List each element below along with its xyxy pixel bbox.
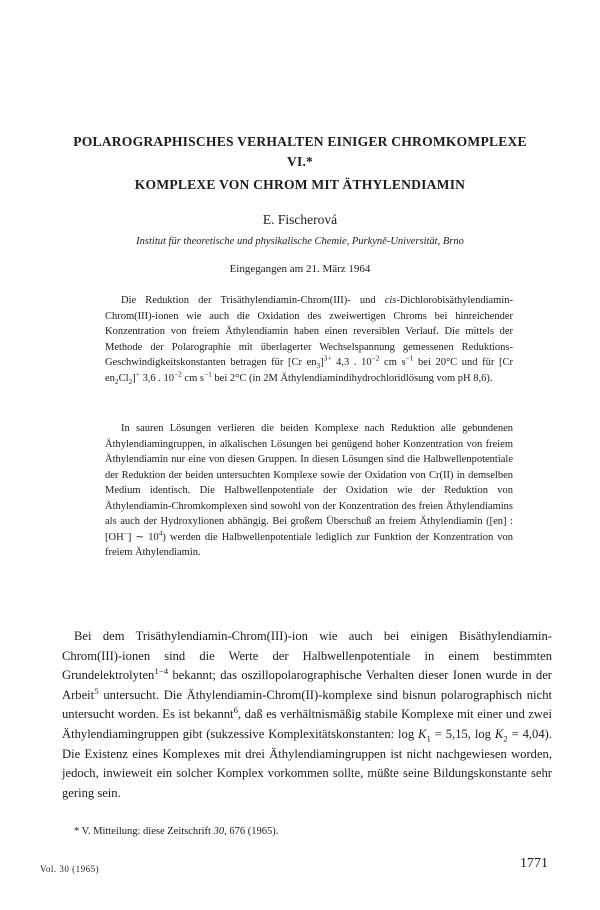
citation: 1−4 — [154, 666, 169, 676]
journal-volume: Vol. 30 (1965) — [40, 864, 100, 874]
abstract-paragraph-1: Die Reduktion der Trisäthylendiamin-Chrom(III)- und cis-Dichlorobisäthylendiamin-Chrom(III)-ionen wie auch die Oxidation des zweiwertigen Chroms bei hinreichender Konzentration von freiem Äthylendiamin haben einen reversiblen Verlauf. Die mittels der Methode der Polarographie mit überlagerter Wechselspannung gemessenen Reduktions-Geschwindigkeitskonstanten betragen für [Cr $en_3]^{3+}$ 4,3 . $10^{-2}$ cm $s^{-1}$ bei 20°C und für [Cr $en_2Cl_2]^+$ 3,6 . $10^{-2}$ cm $s^{-1}$ bei 2°C (in 2M Äthylendiamindihydrochloridlösung vom pH 8,6). — [105, 295, 514, 386]
affiliation: Institut für theoretische und physikalische Chemie, Purkyně-Universität, Brno — [136, 236, 464, 247]
received-date: Eingegangen am 21. März 1964 — [229, 263, 371, 275]
body-paragraph: Bei dem Trisäthylendiamin-Chrom(III)-ion wie auch bei einigen Bisäthylendiamin-Chrom(III)-ionen sind die Werte der Halbwellenpotentiale in einem bestimmten Grundelektrolyten$^{1-4}$ bekannt; das oszillopolarographische Verhalten dieser Ionen wurde in der Arbeit$^5$ untersucht. Die Äthylendiamin-Chrom(II)-komplexe sind bisnun polarographisch nicht untersucht worden. Es ist bekannt$^6$, daß es verhältnismäßig stabile Komplexe mit einer und zwei Äthylendiamingruppen gibt (sukzessive Komplexitätskonstanten: $\log K_1 = 5,15$, $\log K_2 = 4,04$). Die Existenz eines Komplexes mit drei Äthylendiamingruppen ist nicht nachgewiesen worden, jedoch, inwieweit ein solcher Komplex vorkommen sollte, müßte seine Bildungskonstante sehr gering sein. — [62, 629, 552, 800]
title-series-number: VI.* — [286, 154, 314, 169]
citation: 6 — [233, 705, 238, 716]
title-line-2: KOMPLEXE VON CHROM MIT ÄTHYLENDIAMIN — [134, 177, 466, 192]
citation: 5 — [94, 685, 99, 696]
author: E. Fischerová — [262, 212, 338, 227]
page-number: 1771 — [520, 856, 548, 871]
abstract-paragraph-2: In sauren Lösungen verlieren die beiden Komplexe nach Reduktion alle gebundenen Äthylendiamingruppen, in alkalischen Lösungen bei genügend hoher Konzentration von freiem Äthylendiamin nur eine von diesen Gruppen. In diesen Lösungen sind die Halbwellenpotentiale der Reduktion der beiden untersuchten Komplexe sowie der Oxidation von Cr(II) in demselben Medium identisch. Die Halbwellenpotentiale der Oxidation wie der Reduktion von Äthylendiamin-Chromkomplexen sind sowohl von der Konzentration des freien Äthylendiamins als auch der Hydroxylionen abhängig. Bei großem Überschuß an freiem Äthylendiamin ([en] : [OH−] ∼ $10^4$) werden die Halbwellenpotentiale lediglich zur Funktion der Konzentration von freiem Äthylendiamin. — [105, 423, 513, 558]
footnote: * V. Mitteilung: diese Zeitschrift 30, 676 (1965). — [74, 826, 279, 837]
title-line-1: POLAROGRAPHISCHES VERHALTEN EINIGER CHROMKOMPLEXE — [73, 134, 527, 149]
